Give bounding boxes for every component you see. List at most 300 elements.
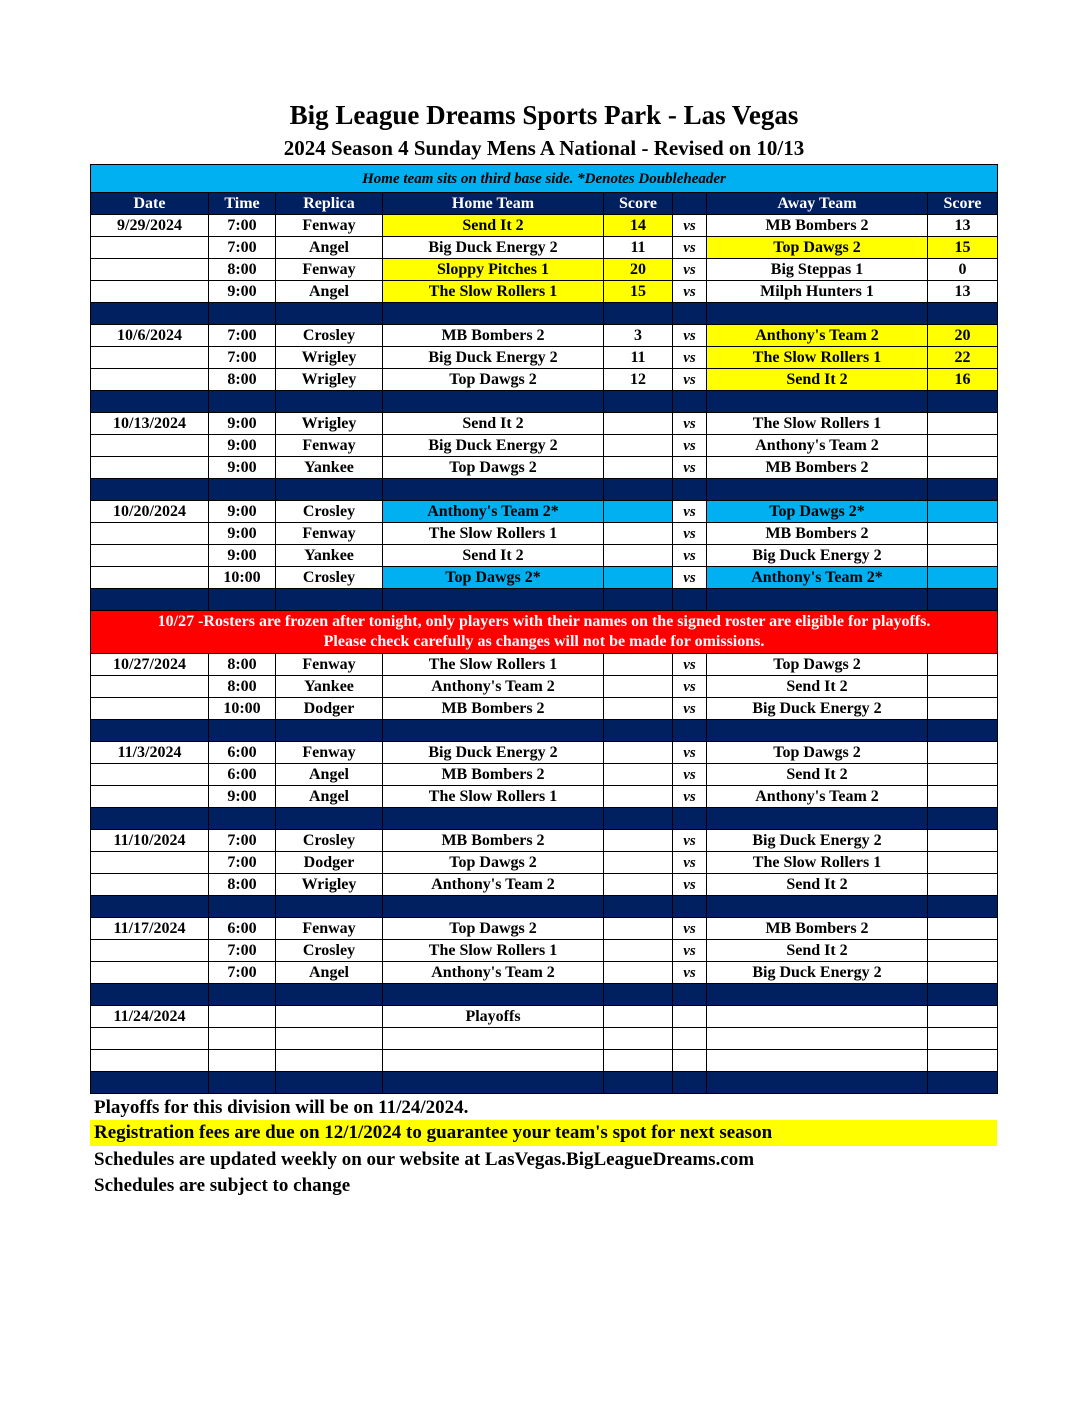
game-time: 7:00 bbox=[209, 852, 276, 874]
away-score bbox=[928, 940, 998, 962]
game-field: Wrigley bbox=[276, 413, 383, 435]
game-row bbox=[91, 567, 998, 589]
separator-row bbox=[91, 303, 998, 325]
game-row bbox=[91, 940, 998, 962]
game-time: 6:00 bbox=[209, 764, 276, 786]
home-score bbox=[604, 786, 673, 808]
home-team: Top Dawgs 2 bbox=[383, 457, 604, 479]
home-team: Top Dawgs 2 bbox=[383, 369, 604, 391]
game-row bbox=[91, 457, 998, 479]
game-row bbox=[91, 654, 998, 676]
home-score bbox=[604, 830, 673, 852]
game-time: 9:00 bbox=[209, 545, 276, 567]
away-score: 20 bbox=[928, 325, 998, 347]
away-score bbox=[928, 874, 998, 896]
separator-cell bbox=[209, 984, 276, 1006]
vs-label: vs bbox=[673, 786, 707, 808]
game-row bbox=[91, 347, 998, 369]
roster-alert-line1: 10/27 -Rosters are frozen after tonight, only players with their names on the signed roster are eligible for playoffs. bbox=[157, 613, 931, 630]
roster-alert bbox=[91, 611, 998, 654]
separator-cell bbox=[276, 391, 383, 413]
game-row bbox=[91, 874, 998, 896]
game-row bbox=[91, 215, 998, 237]
header-away-score: Score bbox=[928, 193, 998, 215]
away-score bbox=[928, 676, 998, 698]
game-field: Fenway bbox=[276, 215, 383, 237]
separator-cell bbox=[707, 808, 928, 830]
home-score bbox=[604, 413, 673, 435]
home-team: Anthony's Team 2 bbox=[383, 962, 604, 984]
away-team: Milph Hunters 1 bbox=[707, 281, 928, 303]
vs-label: vs bbox=[673, 567, 707, 589]
separator-cell bbox=[673, 808, 707, 830]
away-score bbox=[928, 523, 998, 545]
schedule-table bbox=[90, 164, 998, 1094]
game-row bbox=[91, 501, 998, 523]
game-date bbox=[91, 962, 209, 984]
separator-row bbox=[91, 896, 998, 918]
empty-cell bbox=[91, 1050, 209, 1072]
game-field: Angel bbox=[276, 237, 383, 259]
game-date bbox=[91, 457, 209, 479]
separator-cell bbox=[604, 720, 673, 742]
home-team: Top Dawgs 2 bbox=[383, 918, 604, 940]
separator-cell bbox=[928, 896, 998, 918]
game-time: 6:00 bbox=[209, 742, 276, 764]
game-date bbox=[91, 676, 209, 698]
game-date bbox=[91, 940, 209, 962]
header-vs bbox=[673, 193, 707, 215]
home-team: MB Bombers 2 bbox=[383, 830, 604, 852]
vs-label: vs bbox=[673, 413, 707, 435]
separator-cell bbox=[91, 896, 209, 918]
game-time: 8:00 bbox=[209, 874, 276, 896]
home-score bbox=[604, 764, 673, 786]
separator-cell bbox=[604, 391, 673, 413]
game-field: Wrigley bbox=[276, 347, 383, 369]
separator-cell bbox=[383, 589, 604, 611]
header-home-team: Home Team bbox=[383, 193, 604, 215]
home-team: Big Duck Energy 2 bbox=[383, 347, 604, 369]
away-score bbox=[928, 501, 998, 523]
empty-cell bbox=[707, 1050, 928, 1072]
game-time: 7:00 bbox=[209, 215, 276, 237]
home-team: Send It 2 bbox=[383, 413, 604, 435]
game-row bbox=[91, 545, 998, 567]
away-team: MB Bombers 2 bbox=[707, 918, 928, 940]
separator-cell bbox=[928, 589, 998, 611]
footer-playoffs-note: Playoffs for this division will be on 11/24/2024. bbox=[94, 1097, 469, 1118]
game-row bbox=[91, 413, 998, 435]
empty-cell bbox=[209, 1028, 276, 1050]
separator-cell bbox=[276, 479, 383, 501]
home-score bbox=[604, 501, 673, 523]
game-field: Angel bbox=[276, 962, 383, 984]
separator-cell bbox=[91, 589, 209, 611]
game-time: 7:00 bbox=[209, 962, 276, 984]
empty-cell bbox=[383, 1050, 604, 1072]
vs-label: vs bbox=[673, 852, 707, 874]
separator-cell bbox=[604, 984, 673, 1006]
game-time: 7:00 bbox=[209, 325, 276, 347]
away-score bbox=[928, 698, 998, 720]
game-time: 9:00 bbox=[209, 523, 276, 545]
away-team: MB Bombers 2 bbox=[707, 215, 928, 237]
game-time: 6:00 bbox=[209, 918, 276, 940]
game-field: Dodger bbox=[276, 698, 383, 720]
game-field: Yankee bbox=[276, 545, 383, 567]
away-score bbox=[928, 567, 998, 589]
separator-cell bbox=[276, 984, 383, 1006]
home-score bbox=[604, 457, 673, 479]
game-field: Fenway bbox=[276, 918, 383, 940]
away-team: The Slow Rollers 1 bbox=[707, 852, 928, 874]
vs-label: vs bbox=[673, 874, 707, 896]
separator-row bbox=[91, 984, 998, 1006]
vs-label: vs bbox=[673, 237, 707, 259]
doubleheader-note: Home team sits on third base side. *Denotes Doubleheader bbox=[91, 165, 998, 193]
game-field: Fenway bbox=[276, 654, 383, 676]
away-score bbox=[928, 786, 998, 808]
game-row bbox=[91, 325, 998, 347]
home-team: The Slow Rollers 1 bbox=[383, 940, 604, 962]
vs-label: vs bbox=[673, 545, 707, 567]
game-date bbox=[91, 786, 209, 808]
separator-cell bbox=[673, 896, 707, 918]
separator-cell bbox=[707, 479, 928, 501]
home-score bbox=[604, 918, 673, 940]
separator-row bbox=[91, 1072, 998, 1094]
vs-label: vs bbox=[673, 918, 707, 940]
game-date bbox=[91, 698, 209, 720]
separator-cell bbox=[928, 720, 998, 742]
away-score bbox=[928, 764, 998, 786]
game-date bbox=[91, 435, 209, 457]
separator-cell bbox=[209, 589, 276, 611]
home-team: The Slow Rollers 1 bbox=[383, 654, 604, 676]
game-date: 9/29/2024 bbox=[91, 215, 209, 237]
away-team: Big Steppas 1 bbox=[707, 259, 928, 281]
game-date: 10/20/2024 bbox=[91, 501, 209, 523]
vs-label: vs bbox=[673, 347, 707, 369]
home-score bbox=[604, 545, 673, 567]
game-date bbox=[91, 545, 209, 567]
away-team: Send It 2 bbox=[707, 874, 928, 896]
game-field: Wrigley bbox=[276, 874, 383, 896]
empty-cell bbox=[383, 1028, 604, 1050]
game-field: Crosley bbox=[276, 567, 383, 589]
game-row bbox=[91, 962, 998, 984]
home-score bbox=[604, 962, 673, 984]
game-row bbox=[91, 523, 998, 545]
separator-row bbox=[91, 391, 998, 413]
game-row bbox=[91, 698, 998, 720]
vs-label: vs bbox=[673, 259, 707, 281]
home-score bbox=[604, 654, 673, 676]
game-field: Fenway bbox=[276, 523, 383, 545]
game-time: 9:00 bbox=[209, 435, 276, 457]
home-team: MB Bombers 2 bbox=[383, 764, 604, 786]
vs-label: vs bbox=[673, 764, 707, 786]
header-date: Date bbox=[91, 193, 209, 215]
separator-cell bbox=[91, 720, 209, 742]
away-score bbox=[928, 654, 998, 676]
game-time: 7:00 bbox=[209, 237, 276, 259]
header-row bbox=[91, 193, 998, 215]
away-team: MB Bombers 2 bbox=[707, 457, 928, 479]
separator-cell bbox=[209, 1072, 276, 1094]
away-score bbox=[928, 545, 998, 567]
separator-cell bbox=[707, 589, 928, 611]
separator-cell bbox=[276, 720, 383, 742]
game-field: Crosley bbox=[276, 830, 383, 852]
empty-cell bbox=[604, 1028, 673, 1050]
home-team: MB Bombers 2 bbox=[383, 325, 604, 347]
game-row bbox=[91, 786, 998, 808]
footer-change-note: Schedules are subject to change bbox=[94, 1175, 351, 1196]
separator-cell bbox=[91, 984, 209, 1006]
home-score: 20 bbox=[604, 259, 673, 281]
game-date bbox=[91, 259, 209, 281]
game-field: Dodger bbox=[276, 852, 383, 874]
separator-cell bbox=[604, 303, 673, 325]
separator-cell bbox=[209, 720, 276, 742]
game-field: Wrigley bbox=[276, 369, 383, 391]
game-date: 11/10/2024 bbox=[91, 830, 209, 852]
away-score bbox=[928, 962, 998, 984]
game-row bbox=[91, 259, 998, 281]
separator-cell bbox=[276, 303, 383, 325]
home-team: MB Bombers 2 bbox=[383, 698, 604, 720]
separator-cell bbox=[928, 303, 998, 325]
header-time: Time bbox=[209, 193, 276, 215]
home-score bbox=[604, 435, 673, 457]
empty-cell bbox=[276, 1028, 383, 1050]
away-team: Anthony's Team 2 bbox=[707, 325, 928, 347]
home-score: 14 bbox=[604, 215, 673, 237]
vs-label: vs bbox=[673, 742, 707, 764]
separator-cell bbox=[91, 391, 209, 413]
away-score bbox=[928, 742, 998, 764]
away-score: 16 bbox=[928, 369, 998, 391]
game-row bbox=[91, 918, 998, 940]
game-time: 8:00 bbox=[209, 259, 276, 281]
game-row bbox=[91, 742, 998, 764]
home-team: Top Dawgs 2 bbox=[383, 852, 604, 874]
home-score bbox=[604, 676, 673, 698]
vs-label: vs bbox=[673, 281, 707, 303]
vs-label: vs bbox=[673, 523, 707, 545]
game-row bbox=[91, 237, 998, 259]
game-row bbox=[91, 764, 998, 786]
away-team: Big Duck Energy 2 bbox=[707, 698, 928, 720]
away-team: Anthony's Team 2 bbox=[707, 786, 928, 808]
away-team: Top Dawgs 2 bbox=[707, 654, 928, 676]
separator-cell bbox=[383, 808, 604, 830]
home-score: 15 bbox=[604, 281, 673, 303]
separator-cell bbox=[604, 479, 673, 501]
separator-cell bbox=[673, 479, 707, 501]
separator-cell bbox=[673, 303, 707, 325]
game-field: Yankee bbox=[276, 457, 383, 479]
home-team: Big Duck Energy 2 bbox=[383, 237, 604, 259]
separator-cell bbox=[673, 984, 707, 1006]
game-field: Crosley bbox=[276, 501, 383, 523]
home-score: 11 bbox=[604, 237, 673, 259]
vs-label: vs bbox=[673, 215, 707, 237]
home-team: Send It 2 bbox=[383, 215, 604, 237]
game-time: 8:00 bbox=[209, 369, 276, 391]
separator-cell bbox=[604, 896, 673, 918]
game-date bbox=[91, 281, 209, 303]
game-date: 10/13/2024 bbox=[91, 413, 209, 435]
separator-cell bbox=[673, 391, 707, 413]
game-time: 9:00 bbox=[209, 413, 276, 435]
separator-cell bbox=[209, 479, 276, 501]
vs-label: vs bbox=[673, 940, 707, 962]
vs-label: vs bbox=[673, 698, 707, 720]
home-score: 12 bbox=[604, 369, 673, 391]
separator-cell bbox=[91, 1072, 209, 1094]
game-time: 9:00 bbox=[209, 281, 276, 303]
vs-label: vs bbox=[673, 830, 707, 852]
game-row bbox=[91, 435, 998, 457]
game-time: 10:00 bbox=[209, 698, 276, 720]
separator-cell bbox=[707, 391, 928, 413]
home-score bbox=[604, 874, 673, 896]
away-score bbox=[928, 413, 998, 435]
empty-row bbox=[91, 1050, 998, 1072]
header-replica: Replica bbox=[276, 193, 383, 215]
home-team: Big Duck Energy 2 bbox=[383, 435, 604, 457]
separator-cell bbox=[383, 479, 604, 501]
game-time: 8:00 bbox=[209, 676, 276, 698]
away-team: Top Dawgs 2 bbox=[707, 237, 928, 259]
home-team: The Slow Rollers 1 bbox=[383, 523, 604, 545]
empty-cell bbox=[673, 1006, 707, 1028]
separator-cell bbox=[209, 808, 276, 830]
separator-cell bbox=[604, 1072, 673, 1094]
game-date bbox=[91, 369, 209, 391]
footer-registration-note: Registration fees are due on 12/1/2024 to guarantee your team's spot for next season bbox=[90, 1120, 997, 1146]
empty-cell bbox=[673, 1050, 707, 1072]
roster-alert-row bbox=[91, 611, 998, 654]
home-score bbox=[604, 852, 673, 874]
roster-alert-line2: Please check carefully as changes will not be made for omissions. bbox=[323, 633, 765, 650]
away-team: Send It 2 bbox=[707, 764, 928, 786]
separator-row bbox=[91, 479, 998, 501]
game-date: 10/6/2024 bbox=[91, 325, 209, 347]
game-row bbox=[91, 852, 998, 874]
away-team: Top Dawgs 2* bbox=[707, 501, 928, 523]
away-team: Big Duck Energy 2 bbox=[707, 545, 928, 567]
away-score bbox=[928, 918, 998, 940]
game-field: Fenway bbox=[276, 435, 383, 457]
separator-cell bbox=[276, 896, 383, 918]
empty-cell bbox=[276, 1050, 383, 1072]
separator-cell bbox=[383, 720, 604, 742]
separator-cell bbox=[673, 720, 707, 742]
away-score: 0 bbox=[928, 259, 998, 281]
empty-cell bbox=[707, 1028, 928, 1050]
home-team: Anthony's Team 2 bbox=[383, 676, 604, 698]
separator-cell bbox=[276, 589, 383, 611]
separator-cell bbox=[209, 391, 276, 413]
separator-cell bbox=[276, 808, 383, 830]
separator-cell bbox=[928, 1072, 998, 1094]
away-score: 22 bbox=[928, 347, 998, 369]
home-team: Big Duck Energy 2 bbox=[383, 742, 604, 764]
vs-label: vs bbox=[673, 962, 707, 984]
separator-cell bbox=[928, 479, 998, 501]
game-field: Fenway bbox=[276, 742, 383, 764]
separator-row bbox=[91, 589, 998, 611]
away-score bbox=[928, 457, 998, 479]
empty-cell bbox=[604, 1050, 673, 1072]
separator-row bbox=[91, 808, 998, 830]
separator-cell bbox=[383, 896, 604, 918]
vs-label: vs bbox=[673, 457, 707, 479]
empty-cell bbox=[928, 1050, 998, 1072]
game-time: 9:00 bbox=[209, 786, 276, 808]
game-field bbox=[276, 1006, 383, 1028]
away-team: MB Bombers 2 bbox=[707, 523, 928, 545]
separator-cell bbox=[707, 720, 928, 742]
vs-label: vs bbox=[673, 501, 707, 523]
separator-cell bbox=[928, 391, 998, 413]
vs-label: vs bbox=[673, 369, 707, 391]
game-time: 7:00 bbox=[209, 347, 276, 369]
game-date: 10/27/2024 bbox=[91, 654, 209, 676]
separator-cell bbox=[383, 391, 604, 413]
home-team: The Slow Rollers 1 bbox=[383, 786, 604, 808]
game-field: Angel bbox=[276, 764, 383, 786]
empty-cell bbox=[604, 1006, 673, 1028]
game-field: Fenway bbox=[276, 259, 383, 281]
separator-cell bbox=[673, 589, 707, 611]
away-team: Send It 2 bbox=[707, 369, 928, 391]
home-score bbox=[604, 742, 673, 764]
game-time: 7:00 bbox=[209, 940, 276, 962]
away-team: Anthony's Team 2* bbox=[707, 567, 928, 589]
away-team: Big Duck Energy 2 bbox=[707, 962, 928, 984]
game-time: 10:00 bbox=[209, 567, 276, 589]
game-time bbox=[209, 1006, 276, 1028]
page-subtitle: 2024 Season 4 Sunday Mens A National - Revised on 10/13 bbox=[283, 136, 805, 160]
game-field: Angel bbox=[276, 786, 383, 808]
game-row bbox=[91, 369, 998, 391]
home-team: Anthony's Team 2* bbox=[383, 501, 604, 523]
away-score bbox=[928, 852, 998, 874]
game-date bbox=[91, 347, 209, 369]
separator-cell bbox=[209, 303, 276, 325]
game-row bbox=[91, 676, 998, 698]
playoffs-row bbox=[91, 1006, 998, 1028]
game-field: Angel bbox=[276, 281, 383, 303]
home-score: 11 bbox=[604, 347, 673, 369]
separator-cell bbox=[707, 984, 928, 1006]
separator-cell bbox=[91, 479, 209, 501]
separator-cell bbox=[707, 896, 928, 918]
game-date bbox=[91, 874, 209, 896]
game-date bbox=[91, 852, 209, 874]
home-team: Anthony's Team 2 bbox=[383, 874, 604, 896]
away-team: Send It 2 bbox=[707, 940, 928, 962]
separator-cell bbox=[91, 303, 209, 325]
home-score: 3 bbox=[604, 325, 673, 347]
vs-label: vs bbox=[673, 654, 707, 676]
separator-cell bbox=[707, 303, 928, 325]
